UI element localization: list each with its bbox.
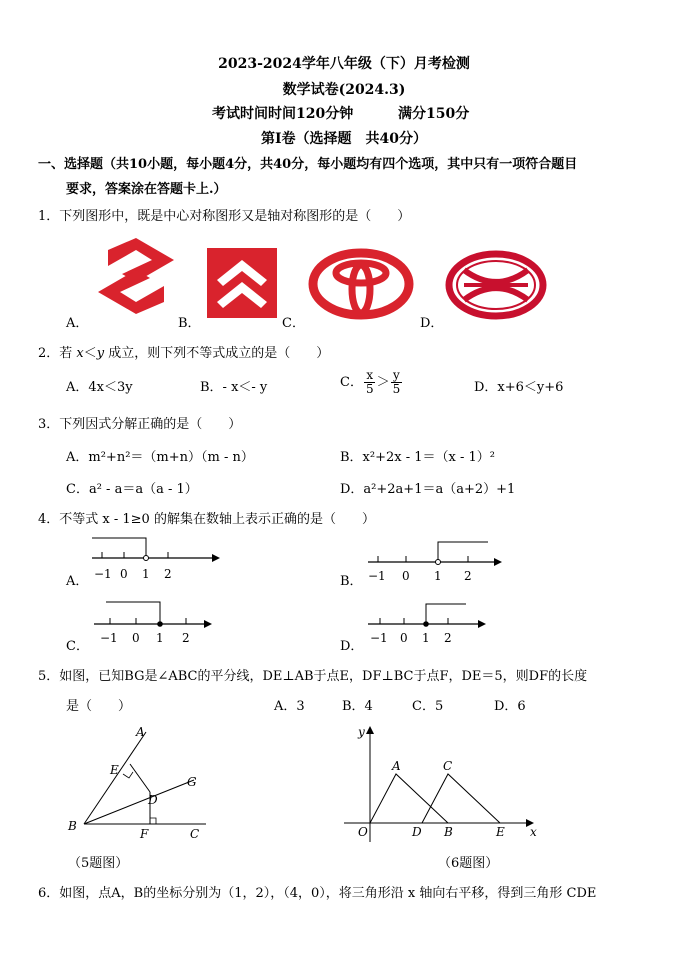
q4d-tick-0: 0 bbox=[400, 631, 408, 645]
q5-point-e: E bbox=[110, 763, 119, 777]
q5-point-g: G bbox=[187, 775, 197, 789]
q2-c-num1: x bbox=[366, 368, 374, 382]
q4b-tick-0: 0 bbox=[402, 569, 410, 583]
q2-c-op: ＞ bbox=[376, 375, 390, 390]
q4-stem: 4．不等式 x - 1≥0 的解集在数轴上表示正确的是（ ） bbox=[38, 512, 375, 527]
q5-option-c[interactable]: C．5 bbox=[412, 699, 444, 714]
q5-point-f: F bbox=[140, 827, 149, 841]
q4-option-b[interactable]: B． bbox=[340, 574, 363, 589]
q5-point-a: A bbox=[136, 725, 145, 739]
q4-option-a[interactable]: A． bbox=[66, 574, 89, 589]
q4a-tick-2: 2 bbox=[164, 567, 172, 581]
q1-option-c[interactable]: C． bbox=[282, 316, 305, 331]
q4-numberline-d bbox=[366, 600, 496, 650]
q5-option-a[interactable]: A．3 bbox=[274, 699, 305, 714]
q6-point-a: A bbox=[392, 759, 401, 773]
q2-stem-lt: ＜ bbox=[83, 346, 97, 361]
q4d-tick-neg1: −1 bbox=[370, 631, 388, 645]
q4-numberline-a bbox=[90, 534, 220, 584]
q4a-tick-1: 1 bbox=[142, 567, 150, 581]
q2-option-b[interactable]: B．- x＜- y bbox=[200, 380, 268, 395]
q2-stem-pre: 2．若 bbox=[38, 346, 77, 361]
q6-point-c: C bbox=[443, 759, 453, 773]
q5-caption: （5题图） bbox=[68, 856, 129, 871]
section-instruction-line1: 一、选择题（共10小题，每小题4分，共40分，每小题均有四个选项，其中只有一项符合题目 bbox=[38, 157, 578, 172]
q2-c-frac2 bbox=[391, 369, 403, 396]
q3-option-b[interactable]: B．x²+2x - 1＝（x - 1）² bbox=[340, 450, 495, 465]
q2-stem-y: y bbox=[96, 346, 105, 361]
q4d-tick-2: 2 bbox=[444, 631, 452, 645]
q6-point-d: D bbox=[412, 825, 422, 839]
q6-caption: （6题图） bbox=[438, 856, 499, 871]
q2-option-c[interactable] bbox=[340, 369, 403, 396]
q2-c-frac1 bbox=[364, 369, 376, 396]
hino-logo bbox=[446, 250, 546, 320]
q3-option-d[interactable]: D．a²+2a+1＝a（a+2）+1 bbox=[340, 482, 516, 497]
q4-numberline-c bbox=[92, 600, 222, 650]
q2-option-d[interactable]: D．x+6＜y+6 bbox=[474, 380, 564, 395]
exam-time: 考试时间时间120分钟 bbox=[212, 106, 354, 122]
q2-c-den1: 5 bbox=[365, 382, 374, 396]
q5-option-b[interactable]: B．4 bbox=[342, 699, 373, 714]
q4-option-c[interactable]: C． bbox=[66, 639, 89, 654]
part-title: 第Ⅰ卷（选择题 共40分） bbox=[260, 131, 428, 147]
exam-subtitle: 数学试卷(2024.3) bbox=[282, 82, 406, 98]
q6-point-b: B bbox=[444, 825, 453, 839]
q4c-tick-1: 1 bbox=[156, 631, 164, 645]
suzuki-logo bbox=[96, 236, 176, 316]
q1-stem: 1．下列图形中，既是中心对称图形又是轴对称图形的是（ ） bbox=[38, 209, 411, 224]
q6-point-o: O bbox=[358, 825, 368, 839]
q4a-tick-neg1: −1 bbox=[94, 567, 112, 581]
q3-option-a[interactable]: A．m²+n²＝（m+n）（m - n） bbox=[66, 450, 254, 465]
toyota-logo bbox=[309, 249, 413, 319]
q2-stem-x: x bbox=[76, 346, 84, 361]
q4a-tick-0: 0 bbox=[120, 567, 128, 581]
q3-option-c[interactable]: C．a² - a＝a（a - 1） bbox=[66, 482, 198, 497]
q2-c-num2: y bbox=[393, 368, 400, 382]
q5-point-b: B bbox=[68, 819, 77, 833]
section-instruction-line2: 要求，答案涂在答题卡上.） bbox=[66, 182, 227, 197]
q2-option-a[interactable]: A．4x＜3y bbox=[66, 380, 133, 395]
q3-stem: 3．下列因式分解正确的是（ ） bbox=[38, 417, 242, 432]
exam-title: 2023-2024学年八年级（下）月考检测 bbox=[218, 56, 470, 72]
q2-c-label: C． bbox=[340, 375, 363, 390]
q1-option-a[interactable]: A． bbox=[66, 316, 89, 331]
q1-option-b[interactable]: B． bbox=[178, 316, 201, 331]
q4c-tick-0: 0 bbox=[132, 631, 140, 645]
q6-figure bbox=[340, 722, 540, 852]
citroen-logo bbox=[207, 248, 277, 318]
q5-figure bbox=[66, 724, 226, 844]
q5-point-c: C bbox=[190, 827, 200, 841]
q4-option-d[interactable]: D． bbox=[340, 639, 364, 654]
q6-axis-x: x bbox=[530, 825, 537, 839]
q4d-tick-1: 1 bbox=[422, 631, 430, 645]
q4-numberline-b bbox=[366, 538, 506, 588]
q4b-tick-2: 2 bbox=[464, 569, 472, 583]
q6-axis-y: y bbox=[358, 725, 365, 739]
exam-score: 满分150分 bbox=[398, 106, 470, 122]
q4b-tick-neg1: −1 bbox=[368, 569, 386, 583]
q2-stem bbox=[38, 342, 329, 361]
q4b-tick-1: 1 bbox=[434, 569, 442, 583]
q4c-tick-neg1: −1 bbox=[100, 631, 118, 645]
q5-stem-line1: 5．如图，已知BG是∠ABC的平分线，DE⊥AB于点E，DF⊥BC于点F，DE＝5，则DF的长度 bbox=[38, 669, 588, 684]
q2-stem-post: 成立，则下列不等式成立的是（ ） bbox=[104, 346, 330, 361]
q5-stem-line2: 是（ ） bbox=[66, 699, 132, 714]
q5-point-d: D bbox=[148, 793, 158, 807]
q6-stem-line1: 6．如图，点A，B的坐标分别为（1，2），（4，0），将三角形沿 x 轴向右平移，得到三角形 CDE bbox=[38, 886, 597, 901]
q5-option-d[interactable]: D．6 bbox=[494, 699, 526, 714]
q2-c-den2: 5 bbox=[392, 382, 401, 396]
q6-point-e: E bbox=[496, 825, 505, 839]
q4c-tick-2: 2 bbox=[182, 631, 190, 645]
q1-option-d[interactable]: D． bbox=[420, 316, 444, 331]
